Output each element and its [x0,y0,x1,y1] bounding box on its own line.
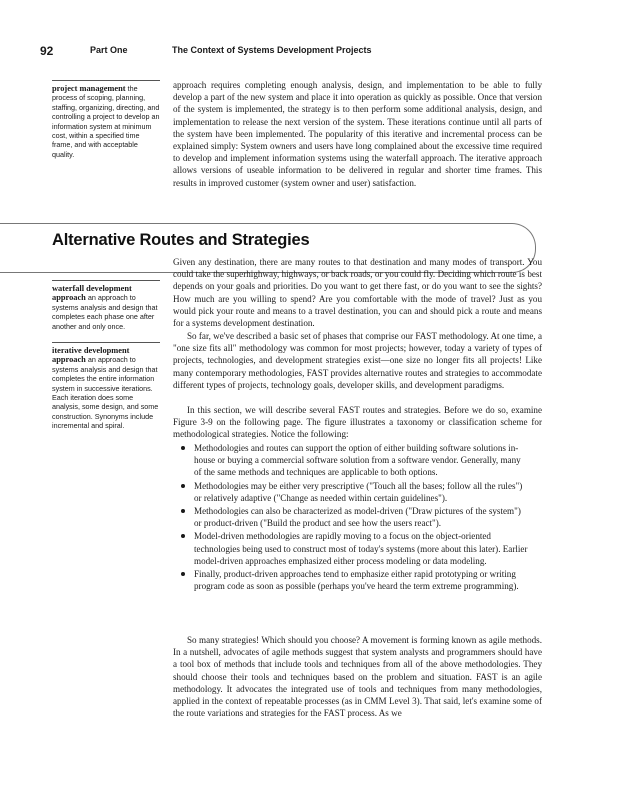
margin-term-title: iterative development approach [52,346,130,365]
margin-term-title: project management [52,84,126,93]
list-item: Methodologies can also be characterized as model-driven ("Draw pictures of the system") or product-driven ("Build the product and see how the users react"). [180,505,530,529]
chapter-title: The Context of Systems Development Projects [172,45,372,55]
paragraph-routes-intro: In this section, we will describe several FAST routes and strategies. Before we do so, examine Figure 3-9 on the following page. The figure illustrates a taxonomy or classification scheme for methodological strategies. Notice the following: [173,405,542,440]
running-header [40,44,579,60]
methodology-bullet-list [180,442,530,593]
margin-note-iterative [52,342,160,431]
list-item: Model-driven methodologies are rapidly moving to a focus on the object-oriented technologies being used to construct most of today's systems (more about this later). Earlier model-driven approaches emphasized either process modeling or data modeling. [180,530,530,567]
margin-note-project-management [52,80,160,159]
part-label: Part One [90,45,128,55]
paragraph-agile-methods: So many strategies! Which should you choose? A movement is forming known as agile methods. In a nutshell, advocates of agile methods suggest that system analysts and programmers should have a tool box of methods that include tools and techniques from all of the above methodologies. They should choose their tools and techniques based on the problem and situation. FAST is an agile methodology. It advocates the integrated use of tools and techniques from many methodologies, applied in the context of repeatable processes (as in CMM Level 3). That said, let's examine some of the route variations and strategies for the FAST process. As we [173,635,542,719]
paragraph-fast-methodology: So far, we've described a basic set of phases that comprise our FAST methodology. At one time, a "one size fits all" methodology was common for most projects; however, today a variety of types of projects, technologies, and development strategies exist—one size no longer fits all projects! Like many contemporary methodologies, FAST provides alternative routes and strategies to accommodate different types of projects, technology goals, developer skills, and development paradigms. [173,331,542,390]
list-item: Finally, product-driven approaches tend to emphasize either rapid prototyping or writing program code as soon as possible (perhaps you've heard the term extreme programming). [180,568,530,592]
paragraph-destinations: Given any destination, there are many routes to that destination and many modes of transport. You could take the superhighway, highways, or back roads, or you could fly. Deciding which route is best depends on your goals and priorities. Do you want to get there fast, or do you want to see the sights? How much are you willing to spend? Are you comfortable with the mode of travel? Just as you would pick your route and means to a travel destination, you can and should pick a route and means for a systems development destination. [173,257,542,329]
section-title: Alternative Routes and Strategies [52,231,310,249]
list-item: Methodologies and routes can support the option of either building software solutions in-house or buying a commercial software solution from a software vendor. Generally, many of the same methods and techniques are applicable to both options. [180,442,530,479]
margin-note-waterfall [52,280,160,331]
margin-term-definition: the process of scoping, planning, staffing, organizing, directing, and controlling a project to develop an information system at minimum cost, within a specified time frame, and with acceptable quality. [52,84,160,159]
intro-paragraph: approach requires completing enough analysis, design, and implementation to be able to fully develop a part of the new system and place it into operation as quickly as possible. Once that version of the system is implemented, the strategy is to then perform some additional analysis, design, and implementation to release the next version of the system. These iterations continue until all parts of the system have been implemented. The popularity of this iterative and incremental process can be explained simply: System owners and users have long complained about the excessive time required to develop and implement information systems using the waterfall approach. The iterative approach allows versions of useable information to be delivered in regular and shorter time frames. This results in improved customer (system owner and user) satisfaction. [173,80,542,188]
margin-term-title: waterfall development approach [52,284,132,303]
page-number: 92 [40,44,54,58]
list-item: Methodologies may be either very prescriptive ("Touch all the bases; follow all the rules") or relatively adaptive ("Change as needed within certain guidelines"). [180,480,530,504]
margin-term-definition: an approach to systems analysis and design that completes the entire information system in successive iterations. Each iteration does some analysis, some design, and some construction. Synonyms include incremental and spiral. [52,355,159,431]
margin-term-definition: an approach to systems analysis and design that completes each phase one after another and only once. [52,293,158,331]
